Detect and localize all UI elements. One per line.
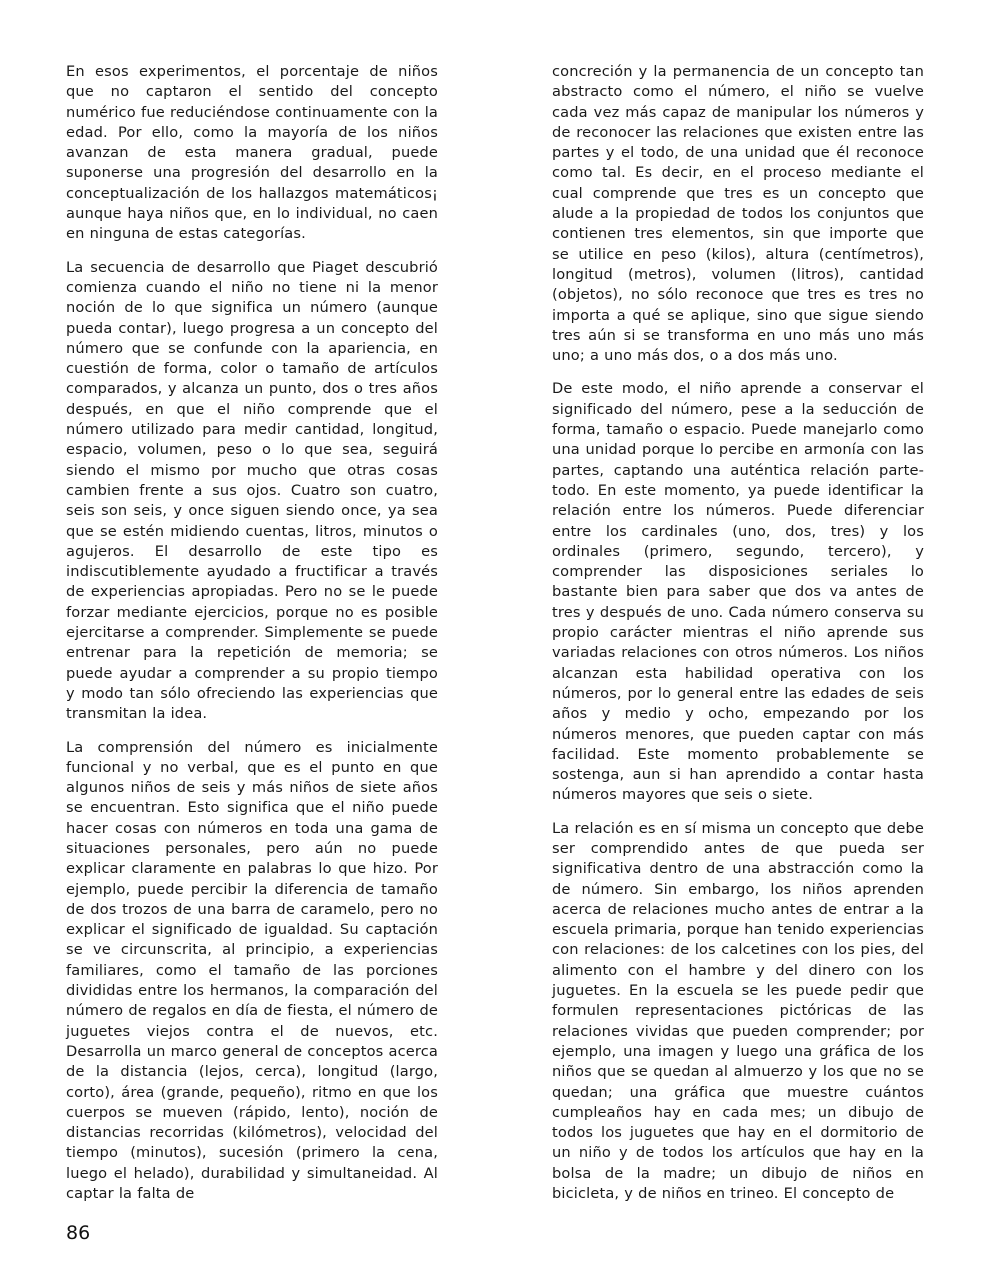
paragraph: De este modo, el niño aprende a conservar el significado del número, pese a la seducción de forma, tamaño o espacio. Puede manejarlo como una unidad porque lo percibe en armonía con las partes, captando una auténtica relación parte-todo. En este momento, ya puede identificar la relación entre los números. Puede diferenciar entre los cardinales (uno, dos, tres) y los ordinales (primero, segundo, tercero), y comprender las disposiciones seriales lo bastante bien para saber que dos va antes de tres y después de uno. Cada número conserva su propio carácter mientras el niño aprende sus variadas relaciones con otros números. Los niños alcanzan esta habilidad operativa con los números, por lo general entre las edades de seis años y medio y ocho, empezando por los números menores, que pueden captar con más facilidad. Este momento probablemente se sostenga, aun si han aprendido a contar hasta números mayores que seis o siete. (552, 380, 924, 804)
left-column (66, 62, 438, 1203)
page-number: 86 (66, 1222, 91, 1244)
paragraph: La comprensión del número es inicialmente funcional y no verbal, que es el punto en que algunos niños de seis y más niños de siete años se encuentran. Esto significa que el niño puede hacer cosas con números en toda una gama de situaciones personales, pero aún no puede explicar claramente en palabras lo que hizo. Por ejemplo, puede percibir la diferencia de tamaño de dos trozos de una barra de caramelo, pero no explicar el significado de igualdad. Su captación se ve circunscrita, al principio, a experiencias familiares, como el tamaño de las porciones divididas entre los hermanos, la comparación del número de regalos en día de fiesta, el número de juguetes viejos contra el de nuevos, etc. Desarrolla un marco general de conceptos acerca de la distancia (lejos, cerca), longitud (largo, corto), área (grande, pequeño), ritmo en que los cuerpos se mueven (rápido, lento), noción de distancias recorridas (kilómetros), velocidad del tiempo (minutos), sucesión (primero la cena, luego el helado), durabilidad y simultaneidad. Al captar la falta de (66, 738, 438, 1203)
text-columns (66, 62, 924, 1203)
paragraph: En esos experimentos, el porcentaje de niños que no captaron el sentido del concepto numérico fue reduciéndose continuamente con la edad. Por ello, como la mayoría de los niños avanzan de esta manera gradual, puede suponerse una progresión del desarrollo en la conceptualización de los hallazgos matemáticos¡ aunque haya niños que, en lo individual, no caen en ninguna de estas categorías. (66, 63, 438, 243)
paragraph: concreción y la permanencia de un concepto tan abstracto como el número, el niño se vuelve cada vez más capaz de manipular los números y de reconocer las relaciones que existen entre las partes y el todo, de una unidad que él reconoce como tal. Es decir, en el proceso mediante el cual comprende que tres es un concepto que alude a la propiedad de todos los conjuntos que contienen tres elementos, sin que importe que se utilice en peso (kilos), altura (centímetros), longitud (metros), volumen (litros), cantidad (objetos), no sólo reconoce que tres es tres no importa a qué se aplique, sino que sigue siendo tres aún si se transforma en uno más uno más uno; a uno más dos, o a dos más uno. (552, 63, 924, 365)
paragraph: La secuencia de desarrollo que Piaget descubrió comienza cuando el niño no tiene ni la menor noción de lo que significa un número (aunque pueda contar), luego progresa a un concepto del número que se confunde con la apariencia, en cuestión de forma, color o tamaño de artículos comparados, y alcanza un punto, dos o tres años después, en que el niño comprende que el número utilizado para medir cantidad, longitud, espacio, volumen, peso o lo que sea, seguirá siendo el mismo por mucho que otras cosas cambien frente a sus ojos. Cuatro son cuatro, seis son seis, y once siguen siendo once, ya sea que se estén midiendo cuentas, litros, minutos o agujeros. El desarrollo de este tipo es indiscutiblemente ayudado a fructificar a través de experiencias apropiadas. Pero no se le puede forzar mediante ejercicios, porque no es posible ejercitarse a comprender. Simplemente se puede entrenar para la repetición de memoria; se puede ayudar a comprender a su propio tiempo y modo tan sólo ofreciendo las experiencias que transmitan la idea. (66, 258, 438, 723)
right-column (552, 62, 924, 1203)
paragraph: La relación es en sí misma un concepto que debe ser comprendido antes de que pueda ser significativa dentro de una abstracción como la de número. Sin embargo, los niños aprenden acerca de relaciones mucho antes de entrar a la escuela primaria, porque han tenido experiencias con relaciones: de los calcetines con los pies, del alimento con el hambre y del dinero con los juguetes. En la escuela se les puede pedir que formulen representaciones pictóricas de las relaciones vividas que pueden comprender; por ejemplo, una imagen y luego una gráfica de los niños que se quedan al almuerzo y los que no se quedan; una gráfica que muestre cuántos cumpleaños hay en cada mes; un dibujo de todos los juguetes que hay en el dormitorio de un niño y de todos los artículos que hay en la bolsa de la madre; un dibujo de niños en bicicleta, y de niños en trineo. El concepto de (552, 819, 924, 1203)
